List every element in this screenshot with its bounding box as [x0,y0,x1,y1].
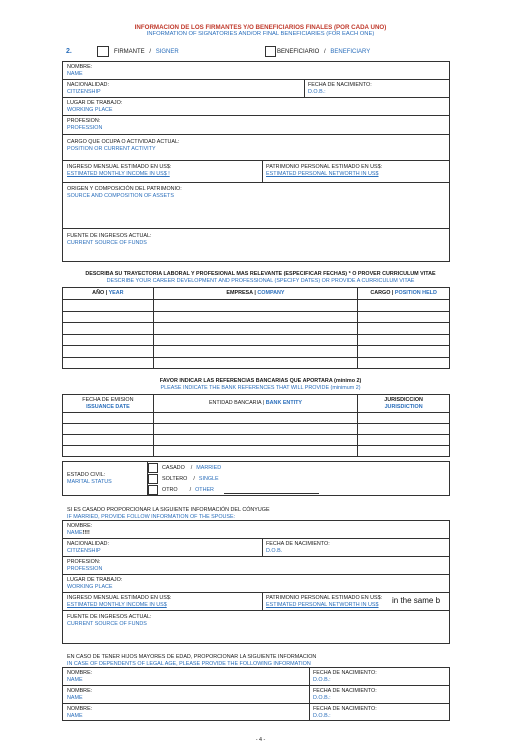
table-row[interactable] [63,323,450,334]
beneficiary-option: BENEFICIARIO / BENEFICIARY [277,49,371,55]
bank-heading: FAVOR INDICAR LAS REFERENCIAS BANCARIAS QUE APORTARA (mínimo 2) [159,378,362,384]
spouse-source-field[interactable]: FUENTE DE INGRESOS ACTUAL: CURRENT SOURCE OF FUNDS [67,614,152,627]
personal-info-box [62,61,450,262]
table-row[interactable] [63,413,450,424]
form-subtitle: INFORMATION OF SIGNATORIES AND/OR FINAL BENEFICIARIES (FOR EACH ONE) [146,31,375,37]
spouse-income-field[interactable]: INGRESO MENSUAL ESTIMADO EN US$: ESTIMATED MONTHLY INCOME IN US$ [67,595,172,608]
bank-col-date: FECHA DE EMISION ISSUANCE DATE [63,395,154,413]
origin-field[interactable]: ORIGEN Y COMPOSICIÓN DEL PATRIMONIO: SOURCE AND COMPOSITION OF ASSETS [67,186,182,199]
bank-header-row [63,395,450,413]
bank-subheading: PLEASE INDICATE THE BANK REFERENCES THAT WILL PROVIDE (minimum 2) [160,385,361,391]
career-col-company: EMPRESA | COMPANY [153,288,357,300]
dependent-name-field[interactable]: NOMBRE: NAME [67,688,93,701]
married-option: CASADO / MARRIED [162,465,222,471]
dob-field[interactable]: FECHA DE NACIMIENTO: D.O.B.: [308,82,372,95]
career-header-row [63,288,450,300]
source-field[interactable]: FUENTE DE INGRESOS ACTUAL: CURRENT SOURCE OF FUNDS [67,233,152,246]
other-option: OTRO / OTHER [162,487,214,493]
spouse-dob-field[interactable]: FECHA DE NACIMIENTO: D.O.B. [266,541,330,554]
table-row[interactable] [63,435,450,446]
table-row[interactable] [63,357,450,368]
beneficiary-checkbox[interactable] [265,46,276,57]
workplace-field[interactable]: LUGAR DE TRABAJO: WORKING PLACE [67,100,123,113]
spouse-profession-field[interactable]: PROFESION: PROFESSION [67,559,103,572]
marital-status-box [62,461,450,496]
dependent-name-field[interactable]: NOMBRE: NAME [67,670,93,683]
profession-field[interactable]: PROFESION: PROFESSION [67,118,103,131]
spouse-citizenship-field[interactable]: NACIONALIDAD: CITIZENSHIP [67,541,109,554]
other-input-line[interactable] [224,493,319,494]
career-heading: DESCRIBA SU TRAYECTORIA LABORAL Y PROFESIONAL MAS RELEVANTE (ESPECIFICAR FECHAS) * O PROVER CURRICULUM VITAE [85,271,436,277]
bank-table [62,394,450,457]
table-row[interactable] [63,300,450,311]
dependents-heading: EN CASO DE TENER HIJOS MAYORES DE EDAD, PROPORCIONAR LA SIGUIENTE INFORMACION IN CASE OF DEPENDENTS OF LEGAL AGE, PLEASE PROVIDE THE FOLLOWING INFORMATION [67,654,317,667]
other-checkbox[interactable] [148,485,158,495]
spouse-name-field[interactable]: NOMBRE: NAME!!!! [67,523,93,536]
table-row[interactable] [63,311,450,322]
career-subheading: DESCRIBE YOUR CAREER DEVELOPMENT AND PROFESSIONAL (SPECIFY DATES) OR PROVIDE A CURRICULUM VITAE [106,278,415,284]
spouse-networth-value[interactable]: in the same b [392,596,441,605]
income-field[interactable]: INGRESO MENSUAL ESTIMADO EN US$: ESTIMATED MONTHLY INCOME IN US$ ! [67,164,172,177]
dependents-box [62,667,450,721]
table-row[interactable] [63,424,450,435]
dependent-dob-field[interactable]: FECHA DE NACIMIENTO: D.O.B.: [313,688,377,701]
spouse-networth-field[interactable]: PATRIMONIO PERSONAL ESTIMADO EN US$: ESTIMATED PERSONAL NETWORTH IN US$ [266,595,383,608]
bank-col-jurisdiction: JURISDICCION JURISDICTION [358,395,450,413]
marital-status-label: ESTADO CIVIL: MARITAL STATUS [67,472,112,485]
married-checkbox[interactable] [148,463,158,473]
page-number: - 4 - [255,737,266,743]
career-col-position: CARGO | POSITION HELD [358,288,450,300]
position-field[interactable]: CARGO QUE OCUPA O ACTIVIDAD ACTUAL: POSITION OR CURRENT ACTIVITY [67,139,180,152]
networth-field[interactable]: PATRIMONIO PERSONAL ESTIMADO EN US$: ESTIMATED PERSONAL NETWORTH IN US$ [266,164,383,177]
signer-checkbox[interactable] [97,46,109,57]
dependent-dob-field[interactable]: FECHA DE NACIMIENTO: D.O.B.: [313,706,377,719]
single-option: SOLTERO / SINGLE [162,476,219,482]
spouse-workplace-field[interactable]: LUGAR DE TRABAJO: WORKING PLACE [67,577,123,590]
form-title: INFORMACION DE LOS FIRMANTES Y/O BENEFICIARIOS FINALES (POR CADA UNO) [134,24,387,31]
career-col-year: AÑO | YEAR [63,288,154,300]
career-table [62,287,450,369]
signatory-number: 2. [66,48,72,55]
table-row[interactable] [63,446,450,457]
single-checkbox[interactable] [148,474,158,484]
dependent-dob-field[interactable]: FECHA DE NACIMIENTO: D.O.B.: [313,670,377,683]
bank-col-entity: ENTIDAD BANCARIA | BANK ENTITY [153,395,357,413]
dependent-name-field[interactable]: NOMBRE: NAME [67,706,93,719]
table-row[interactable] [63,346,450,357]
table-row[interactable] [63,334,450,345]
signer-option: FIRMANTE / SIGNER [114,49,179,55]
citizenship-field[interactable]: NACIONALIDAD: CITIZENSHIP [67,82,109,95]
name-field[interactable]: NOMBRE: NAME [67,64,93,77]
spouse-heading: SI ES CASADO PROPORCIONAR LA SIGUIENTE INFORMACIÓN DEL CÓNYUGE IF MARRIED, PROVIDE FOLLOW INFORMATION OF THE SPOUSE: [67,507,270,520]
